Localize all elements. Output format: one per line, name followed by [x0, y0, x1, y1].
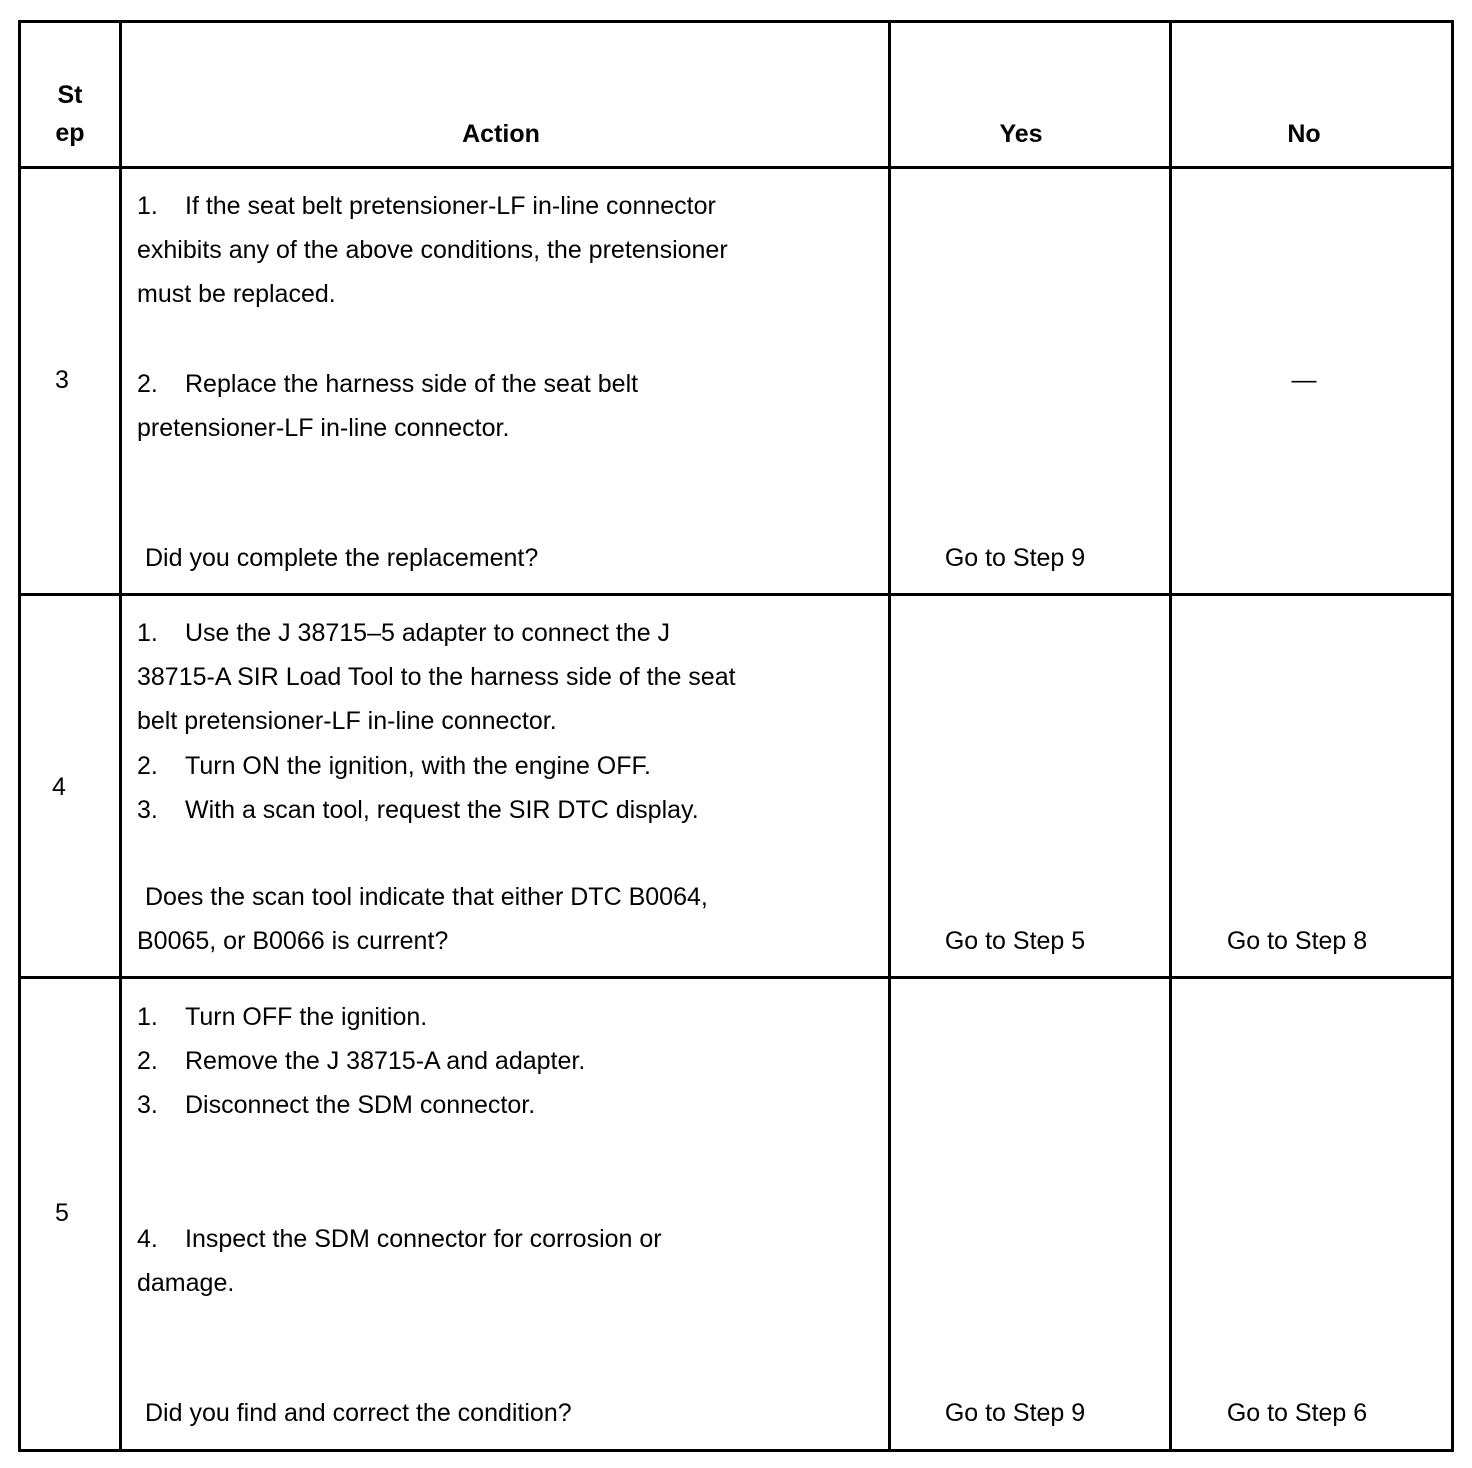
action-item [137, 1217, 662, 1261]
action-item [137, 611, 670, 655]
step-number: 5 [55, 1199, 69, 1227]
action-text: Inspect the SDM connector for corrosion or [185, 1225, 662, 1253]
header-no: No [1287, 120, 1321, 148]
item-number: 2. [137, 1047, 158, 1075]
action-item [137, 1039, 585, 1083]
column-divider [119, 20, 122, 1452]
column-divider [888, 20, 891, 1452]
header-step-line2: ep [55, 119, 85, 147]
action-item [137, 362, 638, 406]
header-action: Action [462, 120, 540, 148]
action-item [137, 788, 699, 832]
action-item [137, 1083, 535, 1127]
item-number: 4. [137, 1225, 158, 1253]
action-text: Turn ON the ignition, with the engine OFF. [185, 752, 651, 780]
no-result: — [1291, 366, 1317, 394]
action-item [137, 184, 716, 228]
action-text: Use the J 38715–5 adapter to connect the J [185, 619, 671, 647]
action-text: must be replaced. [137, 280, 336, 308]
question-text: Did you complete the replacement? [145, 544, 539, 572]
question-text: B0065, or B0066 is current? [137, 927, 449, 955]
action-text: With a scan tool, request the SIR DTC display. [185, 796, 699, 824]
action-text: Turn OFF the ignition. [185, 1003, 428, 1031]
step-number: 3 [55, 366, 69, 394]
action-item [137, 744, 651, 788]
diagnostic-table [18, 20, 1454, 1452]
item-number: 1. [137, 619, 158, 647]
yes-result: Go to Step 9 [944, 1399, 1086, 1427]
action-text: damage. [137, 1269, 235, 1297]
action-text: If the seat belt pretensioner-LF in-line connector [185, 192, 716, 220]
action-text: Replace the harness side of the seat belt [185, 370, 639, 398]
action-text: Disconnect the SDM connector. [185, 1091, 536, 1119]
header-yes: Yes [999, 120, 1043, 148]
header-step [21, 76, 119, 152]
table-border-left [18, 20, 21, 1452]
action-text: pretensioner-LF in-line connector. [137, 414, 510, 442]
no-result: Go to Step 6 [1226, 1399, 1368, 1427]
table-border-right [1451, 20, 1454, 1452]
row-divider [18, 976, 1454, 979]
item-number: 3. [137, 796, 158, 824]
question-text: Does the scan tool indicate that either DTC B0064, [145, 883, 708, 911]
no-result: Go to Step 8 [1226, 927, 1368, 955]
header-step-line1: St [57, 81, 83, 109]
question-text: Did you find and correct the condition? [145, 1399, 572, 1427]
table-border-top [18, 20, 1454, 23]
header-divider [18, 166, 1454, 169]
item-number: 2. [137, 370, 158, 398]
action-text: Remove the J 38715-A and adapter. [185, 1047, 586, 1075]
action-text: belt pretensioner-LF in-line connector. [137, 707, 557, 735]
item-number: 1. [137, 1003, 158, 1031]
item-number: 1. [137, 192, 158, 220]
row-divider [18, 593, 1454, 596]
column-divider [1169, 20, 1172, 1452]
item-number: 3. [137, 1091, 158, 1119]
table-border-bottom [18, 1449, 1454, 1452]
yes-result: Go to Step 9 [944, 544, 1086, 572]
yes-result: Go to Step 5 [944, 927, 1086, 955]
action-text: exhibits any of the above conditions, the pretensioner [137, 236, 728, 264]
action-item [137, 995, 427, 1039]
step-number: 4 [52, 773, 66, 801]
action-text: 38715-A SIR Load Tool to the harness side of the seat [137, 663, 736, 691]
item-number: 2. [137, 752, 158, 780]
